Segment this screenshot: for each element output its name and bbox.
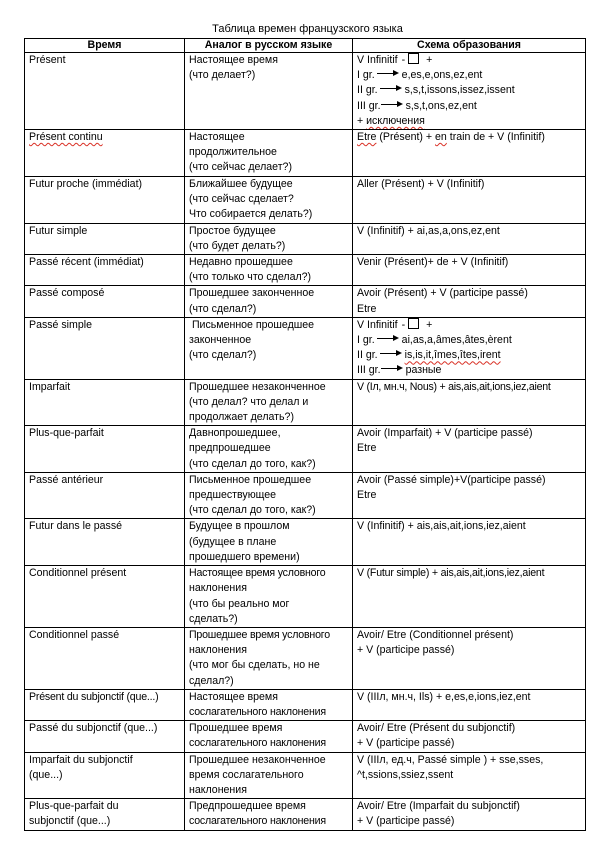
group-line xyxy=(357,68,581,83)
tense-name: Futur simple xyxy=(29,224,88,237)
group-line xyxy=(357,363,581,378)
russian-text: Прошедшее незаконченное xyxy=(189,753,326,766)
scheme-cell xyxy=(353,689,586,720)
tense-name: Conditionnel passé xyxy=(29,628,120,641)
russian-text: Давнопрошедшее, xyxy=(189,427,281,440)
russian-text: (что делает?) xyxy=(189,69,256,82)
scheme-cell xyxy=(353,130,586,177)
header-formation-scheme: Схема образования xyxy=(353,39,586,53)
russian-text: законченное xyxy=(189,334,252,347)
table-row xyxy=(25,566,586,628)
tense-name: Présent continu xyxy=(29,131,103,144)
russian-text: (что сделал?) xyxy=(189,349,257,362)
russian-text: (что делал? что делал и xyxy=(189,395,309,408)
tense-name: Passé simple xyxy=(29,318,92,331)
russian-cell xyxy=(185,627,353,689)
russian-text: (что сейчас сделает? xyxy=(189,193,294,206)
tense-cell xyxy=(25,566,185,628)
russian-text: Настоящее время xyxy=(189,690,278,703)
exceptions-text: исключения xyxy=(366,114,425,127)
russian-text: (что сделал до того, как?) xyxy=(189,504,316,517)
table-row xyxy=(25,177,586,224)
scheme-text: Avoir (Imparfait) + V (participe passé) xyxy=(357,427,533,440)
scheme-text: + V (participe passé) xyxy=(357,644,455,657)
table-row xyxy=(25,519,586,566)
russian-text: (что сделал до того, как?) xyxy=(189,457,316,470)
russian-text: Прошедшее законченное xyxy=(189,287,315,300)
scheme-text: Etre xyxy=(357,442,377,455)
minus-sign: - xyxy=(401,318,406,331)
table-row xyxy=(25,286,586,317)
russian-text: наклонения xyxy=(189,783,247,796)
scheme-cell xyxy=(353,752,586,799)
table-row xyxy=(25,130,586,177)
tense-cell xyxy=(25,379,185,426)
table-row xyxy=(25,752,586,799)
scheme-cell xyxy=(353,519,586,566)
russian-text: Будущее в прошлом xyxy=(189,520,290,533)
russian-text: (что только что сделал?) xyxy=(189,271,312,284)
russian-text: Что собирается делать?) xyxy=(189,208,313,221)
tense-name: Futur proche (immédiat) xyxy=(29,178,143,191)
scheme-text: (Présent) + xyxy=(376,131,436,144)
russian-text: (что мог бы сделать, но не xyxy=(189,659,320,672)
russian-text: Недавно прошедшее xyxy=(189,256,293,269)
russian-cell xyxy=(185,689,353,720)
russian-text: (что бы реально мог xyxy=(189,597,290,610)
scheme-text: + V (participe passé) xyxy=(357,815,455,828)
scheme-cell xyxy=(353,286,586,317)
russian-text: Настоящее время xyxy=(189,54,278,66)
russian-text: предпрошедшее xyxy=(189,442,271,455)
russian-text: Ближайшее будущее xyxy=(189,178,293,191)
scheme-cell xyxy=(353,255,586,286)
scheme-cell xyxy=(353,379,586,426)
scheme-cell xyxy=(353,223,586,254)
russian-cell xyxy=(185,799,353,831)
scheme-cell xyxy=(353,627,586,689)
russian-cell xyxy=(185,130,353,177)
russian-text: Письменное прошедшее xyxy=(189,318,315,331)
header-russian-analog: Аналог в русском языке xyxy=(185,39,353,53)
header-row xyxy=(25,39,586,53)
russian-text: наклонения xyxy=(189,644,247,657)
tense-name: Imparfait xyxy=(29,380,71,393)
arrow-right-icon xyxy=(380,85,402,93)
russian-text: сделал?) xyxy=(189,674,234,687)
scheme-text: en xyxy=(435,131,447,144)
group-endings: is,is,it,îmes,îtes,irent xyxy=(404,349,501,362)
plus-sign: + xyxy=(426,54,433,66)
tense-cell xyxy=(25,519,185,566)
table-row xyxy=(25,627,586,689)
russian-text: наклонения xyxy=(189,582,247,595)
table-row xyxy=(25,472,586,519)
group-endings: разные xyxy=(405,364,442,377)
tense-cell xyxy=(25,255,185,286)
tenses-table xyxy=(24,38,586,831)
tense-name: Plus-que-parfait du xyxy=(29,800,119,813)
russian-text: (будущее в плане xyxy=(189,535,277,548)
russian-cell xyxy=(185,426,353,473)
tense-name: Plus-que-parfait xyxy=(29,427,104,440)
group-label: I gr. xyxy=(357,69,375,82)
group-line xyxy=(357,99,581,114)
scheme-text: Avoir/ Etre (Conditionnel présent) xyxy=(357,628,514,641)
russian-cell xyxy=(185,566,353,628)
scheme-cell xyxy=(353,566,586,628)
scheme-text: ^t,ssions,ssiez,ssent xyxy=(357,768,454,781)
scheme-text: Etre xyxy=(357,489,377,502)
tense-cell xyxy=(25,799,185,831)
empty-box-icon xyxy=(408,318,419,329)
scheme-text: V Infinitif xyxy=(357,318,398,331)
table-row xyxy=(25,689,586,720)
table-row xyxy=(25,799,586,831)
tense-name: Passé récent (immédiat) xyxy=(29,256,144,269)
russian-cell xyxy=(185,379,353,426)
table-row xyxy=(25,379,586,426)
scheme-cell xyxy=(353,317,586,379)
group-line xyxy=(357,83,581,98)
scheme-text: Avoir/ Etre (Présent du subjonctif) xyxy=(357,722,516,735)
scheme-cell xyxy=(353,472,586,519)
infinitive-line xyxy=(357,53,581,68)
tense-cell xyxy=(25,223,185,254)
group-label: III gr. xyxy=(357,364,381,377)
table-row xyxy=(25,53,586,130)
russian-cell xyxy=(185,317,353,379)
russian-text: Простое будущее xyxy=(189,224,276,237)
empty-box-icon xyxy=(408,53,419,64)
tense-cell xyxy=(25,689,185,720)
infinitive-line xyxy=(357,318,581,333)
scheme-text: Avoir (Passé simple)+V(participe passé) xyxy=(357,473,546,486)
group-label: III gr. xyxy=(357,99,381,112)
scheme-cell xyxy=(353,721,586,752)
group-endings: ai,as,a,âmes,âtes,èrent xyxy=(401,334,512,347)
table-row xyxy=(25,721,586,752)
russian-text: сослагательного наклонения xyxy=(189,705,326,718)
arrow-right-icon xyxy=(381,101,403,109)
russian-text: Прошедшее незаконченное xyxy=(189,380,326,393)
scheme-text: + V (participe passé) xyxy=(357,737,455,750)
tense-cell xyxy=(25,177,185,224)
scheme-text: Avoir (Présent) + V (participe passé) xyxy=(357,287,528,300)
scheme-text: V Infinitif xyxy=(357,54,398,66)
scheme-cell xyxy=(353,177,586,224)
russian-text: Прошедшее время условного xyxy=(189,628,330,641)
tense-cell xyxy=(25,426,185,473)
russian-text: Предпрошедшее время xyxy=(189,800,306,813)
tense-name: Futur dans le passé xyxy=(29,520,123,533)
tense-name: Passé du subjonctif (que...) xyxy=(29,722,158,735)
arrow-right-icon xyxy=(381,365,403,373)
russian-text: предшествующее xyxy=(189,489,277,502)
russian-cell xyxy=(185,255,353,286)
russian-text: (что сейчас делает?) xyxy=(189,161,292,174)
tense-name: Passé composé xyxy=(29,287,105,300)
tense-name: Présent xyxy=(29,54,66,66)
scheme-text: Venir (Présent)+ de + V (Infinitif) xyxy=(357,256,509,269)
tense-cell xyxy=(25,472,185,519)
scheme-text: V (IIIл, ед.ч, Passé simple ) + sse,sses, xyxy=(357,753,544,766)
tense-cell xyxy=(25,317,185,379)
scheme-text: Etre xyxy=(357,302,377,315)
table-row xyxy=(25,426,586,473)
group-endings: s,s,t,issons,issez,issent xyxy=(404,84,515,97)
scheme-text: train de + V (Infinitif) xyxy=(446,131,545,144)
scheme-text: Aller (Présent) + V (Infinitif) xyxy=(357,178,485,191)
russian-text: Прошедшее время xyxy=(189,722,283,735)
russian-text: (что будет делать?) xyxy=(189,239,286,252)
minus-sign: - xyxy=(401,54,406,66)
russian-text: время сослагательного xyxy=(189,768,304,781)
russian-text: продолжительное xyxy=(189,146,277,159)
plus-sign: + xyxy=(357,114,367,127)
scheme-text: Etre xyxy=(357,131,377,144)
scheme-text: V (Infinitif) + ai,as,a,ons,ez,ent xyxy=(357,224,500,237)
arrow-right-icon xyxy=(380,350,402,358)
arrow-right-icon xyxy=(377,70,399,78)
scheme-cell xyxy=(353,799,586,831)
scheme-text: V (IIIл, мн.ч, Ils) + e,es,e,ions,iez,ent xyxy=(357,690,531,703)
tense-name: subjonctif (que...) xyxy=(29,815,111,828)
group-label: II gr. xyxy=(357,349,378,362)
russian-text: продолжает делать?) xyxy=(189,411,294,424)
russian-cell xyxy=(185,223,353,254)
russian-cell xyxy=(185,721,353,752)
arrow-right-icon xyxy=(377,335,399,343)
tense-cell xyxy=(25,627,185,689)
scheme-text: V (Iл, мн.ч, Nous) + ais,ais,ait,ions,iez,aient xyxy=(357,380,551,393)
exceptions-line xyxy=(357,114,581,129)
scheme-cell xyxy=(353,53,586,130)
group-line xyxy=(357,333,581,348)
russian-text: прошедшего времени) xyxy=(189,550,300,563)
group-endings: e,es,e,ons,ez,ent xyxy=(401,69,483,82)
russian-text: сослагательного наклонения xyxy=(189,815,326,828)
tense-name: Imparfait du subjonctif xyxy=(29,753,133,766)
russian-text: сослагательного наклонения xyxy=(189,737,326,750)
tense-name: Passé antérieur xyxy=(29,473,104,486)
russian-cell xyxy=(185,752,353,799)
tense-cell xyxy=(25,286,185,317)
table-row xyxy=(25,255,586,286)
page-title: Таблица времен французского языка xyxy=(212,23,403,35)
russian-cell xyxy=(185,472,353,519)
header-tense: Время xyxy=(25,39,185,53)
scheme-text: V (Futur simple) + ais,ais,ait,ions,iez,aient xyxy=(357,567,545,580)
group-endings: s,s,t,ons,ez,ent xyxy=(405,99,477,112)
plus-sign: + xyxy=(426,318,433,331)
russian-text: Письменное прошедшее xyxy=(189,473,312,486)
table-row xyxy=(25,317,586,379)
tense-cell xyxy=(25,130,185,177)
tense-name: Conditionnel présent xyxy=(29,567,127,580)
russian-text: Настоящее время условного xyxy=(189,567,326,580)
tense-cell xyxy=(25,721,185,752)
russian-cell xyxy=(185,519,353,566)
group-label: I gr. xyxy=(357,334,375,347)
russian-text: (что сделал?) xyxy=(189,302,257,315)
scheme-cell xyxy=(353,426,586,473)
group-line xyxy=(357,348,581,363)
tense-name: (que...) xyxy=(29,768,63,781)
group-label: II gr. xyxy=(357,84,378,97)
scheme-text: Avoir/ Etre (Imparfait du subjonctif) xyxy=(357,800,520,813)
russian-text: Настоящее xyxy=(189,131,245,144)
table-row xyxy=(25,223,586,254)
russian-cell xyxy=(185,177,353,224)
scheme-line xyxy=(357,130,581,145)
russian-cell xyxy=(185,53,353,130)
scheme-text: V (Infinitif) + ais,ais,ait,ions,iez,aient xyxy=(357,520,526,533)
tense-name: Présent du subjonctif (que...) xyxy=(29,690,159,703)
tense-cell xyxy=(25,53,185,130)
tense-cell xyxy=(25,752,185,799)
russian-text: сделать?) xyxy=(189,612,238,625)
russian-cell xyxy=(185,286,353,317)
